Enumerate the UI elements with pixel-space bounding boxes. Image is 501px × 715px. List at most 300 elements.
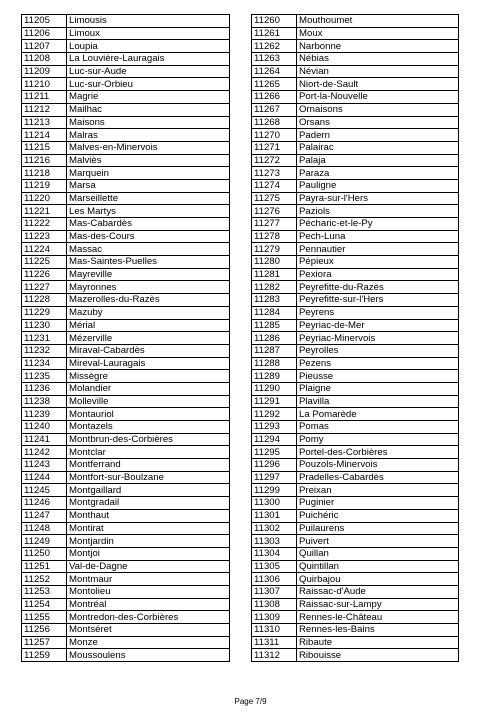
table-row [252,497,459,510]
postal-code-cell: 11211 [22,91,67,104]
postal-code-cell: 11218 [22,167,67,180]
commune-name-cell: Palaja [297,154,459,167]
commune-name-cell: Puichéric [297,509,459,522]
table-row [22,268,230,281]
commune-name-cell: Rennes-les-Bains [297,624,459,637]
table-row [22,357,230,370]
commune-name-cell: Padern [297,129,459,142]
table-row [22,154,230,167]
postal-code-cell: 11276 [252,205,297,218]
commune-name-cell: Mas-Cabardès [67,218,230,231]
table-row [22,497,230,510]
postal-code-cell: 11299 [252,484,297,497]
postal-code-cell: 11311 [252,636,297,649]
table-row [22,179,230,192]
postal-code-cell: 11286 [252,332,297,345]
commune-name-cell: Narbonne [297,40,459,53]
commune-name-cell: Payra-sur-l'Hers [297,192,459,205]
commune-name-cell: Montjardin [67,535,230,548]
commune-name-cell: Monze [67,636,230,649]
table-row [22,243,230,256]
table-row [252,154,459,167]
table-row [252,624,459,637]
commune-name-cell: Molleville [67,395,230,408]
postal-code-cell: 11260 [252,15,297,28]
table-row [22,78,230,91]
table-row [22,585,230,598]
commune-name-cell: Palairac [297,141,459,154]
postal-code-cell: 11242 [22,446,67,459]
commune-name-cell: Limousis [67,15,230,28]
postal-code-cell: 11263 [252,53,297,66]
table-row [22,370,230,383]
postal-code-cell: 11297 [252,471,297,484]
postal-code-cell: 11284 [252,306,297,319]
postal-code-cell: 11205 [22,15,67,28]
postal-code-cell: 11301 [252,509,297,522]
commune-name-cell: Montauriol [67,408,230,421]
commune-name-cell: Pradelles-Cabardès [297,471,459,484]
postal-code-cell: 11229 [22,306,67,319]
commune-name-cell: Paziols [297,205,459,218]
commune-name-cell: Montredon-des-Corbières [67,611,230,624]
commune-name-cell: Massac [67,243,230,256]
commune-name-cell: Quillan [297,547,459,560]
table-row [22,192,230,205]
table-row [252,408,459,421]
table-row [22,129,230,142]
postal-code-cell: 11235 [22,370,67,383]
postal-code-cell: 11222 [22,218,67,231]
commune-name-cell: Montmaur [67,573,230,586]
table-row [22,103,230,116]
table-row [252,573,459,586]
postal-code-cell: 11267 [252,103,297,116]
communes-table-left [21,14,230,662]
postal-code-cell: 11238 [22,395,67,408]
commune-name-cell: Malras [67,129,230,142]
commune-name-cell: Ornaisons [297,103,459,116]
postal-code-cell: 11254 [22,598,67,611]
commune-name-cell: Mas-Saintes-Puelles [67,256,230,269]
postal-code-cell: 11252 [22,573,67,586]
commune-name-cell: Peyrens [297,306,459,319]
postal-code-cell: 11278 [252,230,297,243]
postal-code-cell: 11208 [22,53,67,66]
table-row [252,27,459,40]
postal-code-cell: 11224 [22,243,67,256]
commune-name-cell: Marquein [67,167,230,180]
commune-name-cell: Mas-des-Cours [67,230,230,243]
postal-code-cell: 11309 [252,611,297,624]
postal-code-cell: 11241 [22,433,67,446]
postal-code-cell: 11246 [22,497,67,510]
postal-code-cell: 11248 [22,522,67,535]
commune-name-cell: La Pomarède [297,408,459,421]
commune-name-cell: Montgaillard [67,484,230,497]
commune-name-cell: Peyrefitte-du-Razès [297,281,459,294]
commune-name-cell: Peyrefitte-sur-l'Hers [297,294,459,307]
table-row [22,382,230,395]
postal-code-cell: 11240 [22,421,67,434]
commune-name-cell: Limoux [67,27,230,40]
commune-name-cell: Port-la-Nouvelle [297,91,459,104]
postal-code-cell: 11289 [252,370,297,383]
table-row [252,611,459,624]
table-row [252,522,459,535]
commune-name-cell: Montclar [67,446,230,459]
postal-code-cell: 11209 [22,65,67,78]
table-row [22,141,230,154]
table-row [22,459,230,472]
postal-code-cell: 11303 [252,535,297,548]
commune-name-cell: Mézerville [67,332,230,345]
postal-code-cell: 11265 [252,78,297,91]
postal-code-cell: 11282 [252,281,297,294]
commune-name-cell: Mérial [67,319,230,332]
table-row [252,268,459,281]
postal-code-cell: 11220 [22,192,67,205]
table-row [22,471,230,484]
postal-code-cell: 11221 [22,205,67,218]
commune-name-cell: Pech-Luna [297,230,459,243]
postal-code-cell: 11227 [22,281,67,294]
postal-code-cell: 11236 [22,382,67,395]
table-row [22,598,230,611]
commune-name-cell: Pomy [297,433,459,446]
commune-name-cell: Missègre [67,370,230,383]
postal-code-cell: 11275 [252,192,297,205]
table-row [252,15,459,28]
table-row [22,218,230,231]
commune-name-cell: Les Martys [67,205,230,218]
commune-name-cell: Peyrolles [297,344,459,357]
postal-code-cell: 11270 [252,129,297,142]
commune-name-cell: Portel-des-Corbières [297,446,459,459]
commune-name-cell: Mailhac [67,103,230,116]
postal-code-cell: 11213 [22,116,67,129]
commune-name-cell: Miraval-Cabardès [67,344,230,357]
commune-name-cell: Preixan [297,484,459,497]
commune-name-cell: Luc-sur-Aude [67,65,230,78]
postal-code-cell: 11219 [22,179,67,192]
commune-name-cell: Monthaut [67,509,230,522]
postal-code-cell: 11272 [252,154,297,167]
postal-code-cell: 11296 [252,459,297,472]
commune-name-cell: Montfort-sur-Boulzane [67,471,230,484]
table-row [22,65,230,78]
postal-code-cell: 11261 [252,27,297,40]
commune-name-cell: Peyriac-Minervois [297,332,459,345]
table-row [252,319,459,332]
commune-name-cell: Loupia [67,40,230,53]
commune-name-cell: Raissac-sur-Lampy [297,598,459,611]
commune-name-cell: Luc-sur-Orbieu [67,78,230,91]
commune-name-cell: Mireval-Lauragais [67,357,230,370]
commune-name-cell: Quirbajou [297,573,459,586]
table-row [252,179,459,192]
postal-code-cell: 11257 [22,636,67,649]
table-row [252,243,459,256]
postal-code-cell: 11226 [22,268,67,281]
table-row [252,230,459,243]
table-row [252,65,459,78]
postal-code-cell: 11266 [252,91,297,104]
commune-name-cell: Puilaurens [297,522,459,535]
postal-code-cell: 11288 [252,357,297,370]
postal-code-cell: 11251 [22,560,67,573]
table-row [252,332,459,345]
postal-code-cell: 11292 [252,408,297,421]
commune-name-cell: Malves-en-Minervois [67,141,230,154]
table-row [252,370,459,383]
table-row [22,624,230,637]
commune-name-cell: Montbrun-des-Corbières [67,433,230,446]
table-row [22,611,230,624]
table-row [22,573,230,586]
postal-code-cell: 11262 [252,40,297,53]
postal-code-cell: 11291 [252,395,297,408]
commune-name-cell: Pennautier [297,243,459,256]
table-row [252,306,459,319]
table-row [22,116,230,129]
commune-name-cell: Plavilla [297,395,459,408]
postal-code-cell: 11280 [252,256,297,269]
commune-name-cell: Pomas [297,421,459,434]
table-row [22,319,230,332]
table-row [252,535,459,548]
postal-code-cell: 11285 [252,319,297,332]
postal-code-cell: 11306 [252,573,297,586]
commune-name-cell: Ribaute [297,636,459,649]
table-row [22,294,230,307]
commune-name-cell: Orsans [297,116,459,129]
postal-code-cell: 11247 [22,509,67,522]
commune-name-cell: Quintillan [297,560,459,573]
commune-name-cell: Mayronnes [67,281,230,294]
postal-code-cell: 11255 [22,611,67,624]
commune-name-cell: Peyriac-de-Mer [297,319,459,332]
table-row [22,40,230,53]
table-row [252,484,459,497]
postal-code-cell: 11214 [22,129,67,142]
table-row [22,509,230,522]
commune-name-cell: Pépieux [297,256,459,269]
table-row [22,484,230,497]
postal-code-cell: 11283 [252,294,297,307]
commune-name-cell: Pexiora [297,268,459,281]
table-row [252,395,459,408]
postal-code-cell: 11250 [22,547,67,560]
postal-code-cell: 11268 [252,116,297,129]
table-row [22,535,230,548]
postal-code-cell: 11228 [22,294,67,307]
postal-code-cell: 11210 [22,78,67,91]
table-row [22,636,230,649]
table-row [252,547,459,560]
table-row [252,256,459,269]
commune-name-cell: La Louvière-Lauragais [67,53,230,66]
postal-code-cell: 11243 [22,459,67,472]
postal-code-cell: 11239 [22,408,67,421]
postal-code-cell: 11274 [252,179,297,192]
commune-name-cell: Puivert [297,535,459,548]
postal-code-cell: 11305 [252,560,297,573]
postal-code-cell: 11249 [22,535,67,548]
commune-name-cell: Montirat [67,522,230,535]
commune-name-cell: Moux [297,27,459,40]
table-row [252,192,459,205]
commune-name-cell: Montazels [67,421,230,434]
table-row [22,344,230,357]
postal-code-cell: 11231 [22,332,67,345]
table-row [22,446,230,459]
table-row [22,306,230,319]
commune-name-cell: Rennes-le-Château [297,611,459,624]
communes-table-right [251,14,459,662]
table-row [22,256,230,269]
postal-code-cell: 11277 [252,218,297,231]
table-row [22,167,230,180]
commune-name-cell: Val-de-Dagne [67,560,230,573]
page-number: Page 7/9 [234,697,267,706]
commune-name-cell: Raissac-d'Aude [297,585,459,598]
commune-name-cell: Maisons [67,116,230,129]
table-row [22,281,230,294]
commune-name-cell: Ribouisse [297,649,459,662]
postal-code-cell: 11245 [22,484,67,497]
postal-code-cell: 11259 [22,649,67,662]
table-row [22,522,230,535]
postal-code-cell: 11300 [252,497,297,510]
postal-code-cell: 11244 [22,471,67,484]
table-row [252,598,459,611]
commune-name-cell: Montséret [67,624,230,637]
commune-name-cell: Pécharic-et-le-Py [297,218,459,231]
commune-name-cell: Marsa [67,179,230,192]
commune-name-cell: Plaigne [297,382,459,395]
commune-name-cell: Moussoulens [67,649,230,662]
postal-code-cell: 11294 [252,433,297,446]
commune-name-cell: Montferrand [67,459,230,472]
postal-code-cell: 11310 [252,624,297,637]
table-row [252,40,459,53]
table-row [252,560,459,573]
commune-name-cell: Pouzols-Minervois [297,459,459,472]
table-row [22,205,230,218]
table-row [22,421,230,434]
commune-name-cell: Montréal [67,598,230,611]
commune-name-cell: Pezens [297,357,459,370]
postal-code-cell: 11215 [22,141,67,154]
commune-name-cell: Pieusse [297,370,459,383]
postal-code-cell: 11234 [22,357,67,370]
postal-code-cell: 11230 [22,319,67,332]
table-row [252,78,459,91]
postal-code-cell: 11206 [22,27,67,40]
commune-name-cell: Pauligne [297,179,459,192]
postal-code-cell: 11279 [252,243,297,256]
table-row [252,459,459,472]
postal-code-cell: 11216 [22,154,67,167]
table-row [252,167,459,180]
postal-code-cell: 11290 [252,382,297,395]
commune-name-cell: Névian [297,65,459,78]
table-row [252,636,459,649]
postal-code-cell: 11271 [252,141,297,154]
postal-code-cell: 11253 [22,585,67,598]
postal-code-cell: 11281 [252,268,297,281]
table-row [252,129,459,142]
commune-name-cell: Niort-de-Sault [297,78,459,91]
commune-name-cell: Magrie [67,91,230,104]
table-row [22,560,230,573]
postal-code-cell: 11223 [22,230,67,243]
table-row [252,649,459,662]
table-row [22,395,230,408]
postal-code-cell: 11207 [22,40,67,53]
postal-code-cell: 11308 [252,598,297,611]
table-row [252,357,459,370]
table-row [252,218,459,231]
table-row [22,27,230,40]
postal-code-cell: 11273 [252,167,297,180]
postal-code-cell: 11312 [252,649,297,662]
postal-code-cell: 11304 [252,547,297,560]
table-row [252,382,459,395]
postal-code-cell: 11264 [252,65,297,78]
table-row [22,649,230,662]
table-row [22,91,230,104]
commune-name-cell: Montgradail [67,497,230,510]
table-row [252,91,459,104]
postal-code-cell: 11212 [22,103,67,116]
commune-name-cell: Malviès [67,154,230,167]
postal-code-cell: 11225 [22,256,67,269]
commune-name-cell: Molandier [67,382,230,395]
postal-code-cell: 11293 [252,421,297,434]
table-row [22,547,230,560]
commune-name-cell: Nébias [297,53,459,66]
commune-name-cell: Marseillette [67,192,230,205]
table-row [22,332,230,345]
table-row [252,433,459,446]
commune-name-cell: Puginier [297,497,459,510]
commune-name-cell: Mazerolles-du-Razès [67,294,230,307]
table-row [252,53,459,66]
commune-name-cell: Mayreville [67,268,230,281]
postal-code-cell: 11256 [22,624,67,637]
commune-name-cell: Montolieu [67,585,230,598]
table-row [22,230,230,243]
table-row [252,421,459,434]
table-row [252,585,459,598]
table-row [252,446,459,459]
postal-code-cell: 11232 [22,344,67,357]
table-row [252,281,459,294]
table-row [252,116,459,129]
table-row [22,433,230,446]
commune-name-cell: Mouthoumet [297,15,459,28]
postal-code-cell: 11287 [252,344,297,357]
commune-name-cell: Paraza [297,167,459,180]
table-row [22,53,230,66]
table-row [252,294,459,307]
postal-code-cell: 11307 [252,585,297,598]
table-row [252,344,459,357]
table-row [22,408,230,421]
postal-code-cell: 11302 [252,522,297,535]
